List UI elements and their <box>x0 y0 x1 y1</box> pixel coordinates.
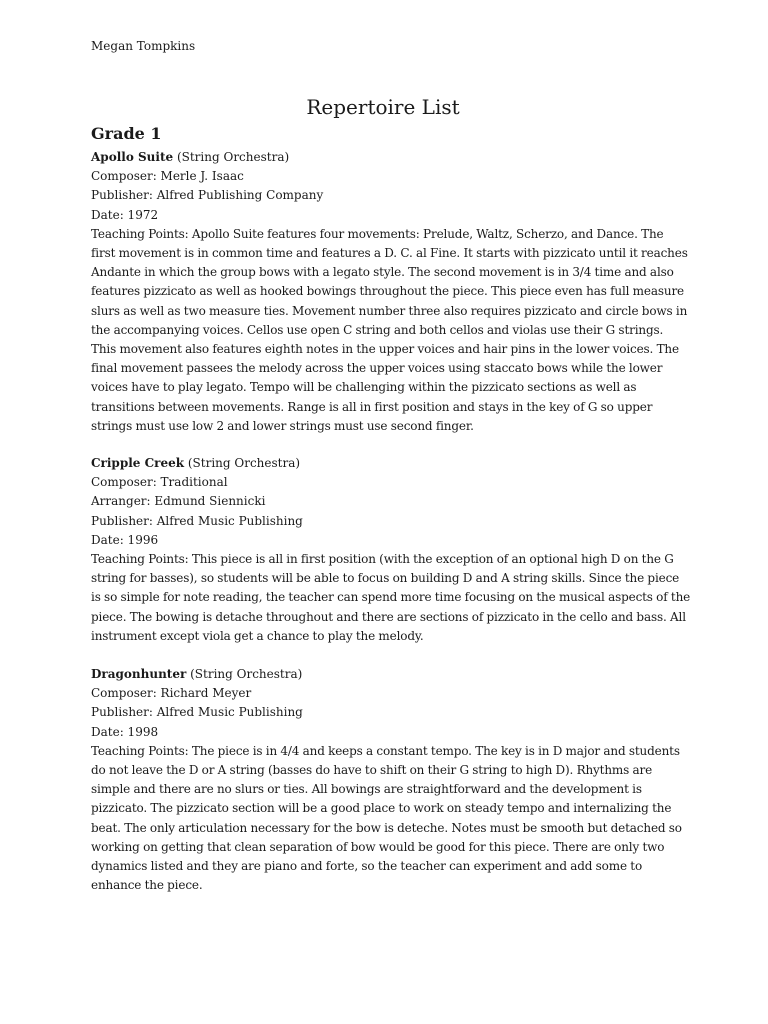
teaching-points: Teaching Points: Apollo Suite features four movements: Prelude, Waltz, Scherzo, and Dance. The first movement is in common time and features a D. C. al Fine. It starts with pizzicato until it reaches Andante in which the group bows with a legato style. The second movement is in 3/4 time and also features pizzicato as well as hooked bowings throughout the piece. This piece even has full measure slurs as well as two measure ties. Movement number three also requires pizzicato and circle bows in the accompanying voices. Cellos use open C string and both cellos and violas use their G strings. This movement also features eighth notes in the upper voices and hair pins in the lower voices. The final movement passees the melody across the upper voices using staccato bows while the lower voices have to play legato. Tempo will be challenging within the pizzicato sections as well as transitions between movements. Range is all in first position and stays in the key of G so upper strings must use low 2 and lower strings must use second finger. <box>91 226 688 433</box>
entry-title-line <box>91 454 691 473</box>
grade-heading: Grade 1 <box>91 124 162 143</box>
piece-title: Cripple Creek <box>91 456 185 470</box>
arranger-line: Arranger: Edmund Siennicki <box>91 494 266 509</box>
composer-line: Composer: Richard Meyer <box>91 686 252 701</box>
page-title: Repertoire List <box>306 95 460 119</box>
entry-title-line <box>91 665 691 684</box>
ensemble-label: (String Orchestra) <box>173 150 290 164</box>
publisher-line: Publisher: Alfred Music Publishing <box>91 705 303 720</box>
publisher-line: Publisher: Alfred Music Publishing <box>91 513 303 528</box>
date-line: Date: 1996 <box>91 532 159 547</box>
piece-title: Apollo Suite <box>91 150 174 164</box>
piece-title: Dragonhunter <box>91 667 187 681</box>
repertoire-entry <box>91 454 691 646</box>
author-name: Megan Tompkins <box>91 39 196 53</box>
repertoire-entry <box>91 148 691 436</box>
composer-line: Composer: Merle J. Isaac <box>91 169 244 184</box>
repertoire-entry <box>91 665 691 895</box>
publisher-line: Publisher: Alfred Publishing Company <box>91 188 324 203</box>
teaching-points: Teaching Points: The piece is in 4/4 and keeps a constant tempo. The key is in D major and students do not leave the D or A string (basses do have to shift on their G string to high D). Rhythms are simple and there are no slurs or ties. All bowings are straightforward and the development is pizzicato. The pizzicato section will be a good place to work on steady tempo and internalizing the beat. The only articulation necessary for the bow is deteche. Notes must be smooth but detached so working on getting that clean separation of bow would be good for this piece. There are only two dynamics listed and they are piano and forte, so the teacher can experiment and add some to enhance the piece. <box>91 743 682 893</box>
ensemble-label: (String Orchestra) <box>184 456 301 470</box>
date-line: Date: 1998 <box>91 724 159 739</box>
ensemble-label: (String Orchestra) <box>186 667 303 681</box>
entry-title-line <box>91 148 691 167</box>
date-line: Date: 1972 <box>91 207 159 222</box>
teaching-points: Teaching Points: This piece is all in first position (with the exception of an optional high D on the G string for basses), so students will be able to focus on building D and A string skills. Since the piece is so simple for note reading, the teacher can spend more time focusing on the musical aspects of the piece. The bowing is detache throughout and there are sections of pizzicato in the cello and bass. All instrument except viola get a chance to play the melody. <box>91 552 691 643</box>
composer-line: Composer: Traditional <box>91 475 228 490</box>
